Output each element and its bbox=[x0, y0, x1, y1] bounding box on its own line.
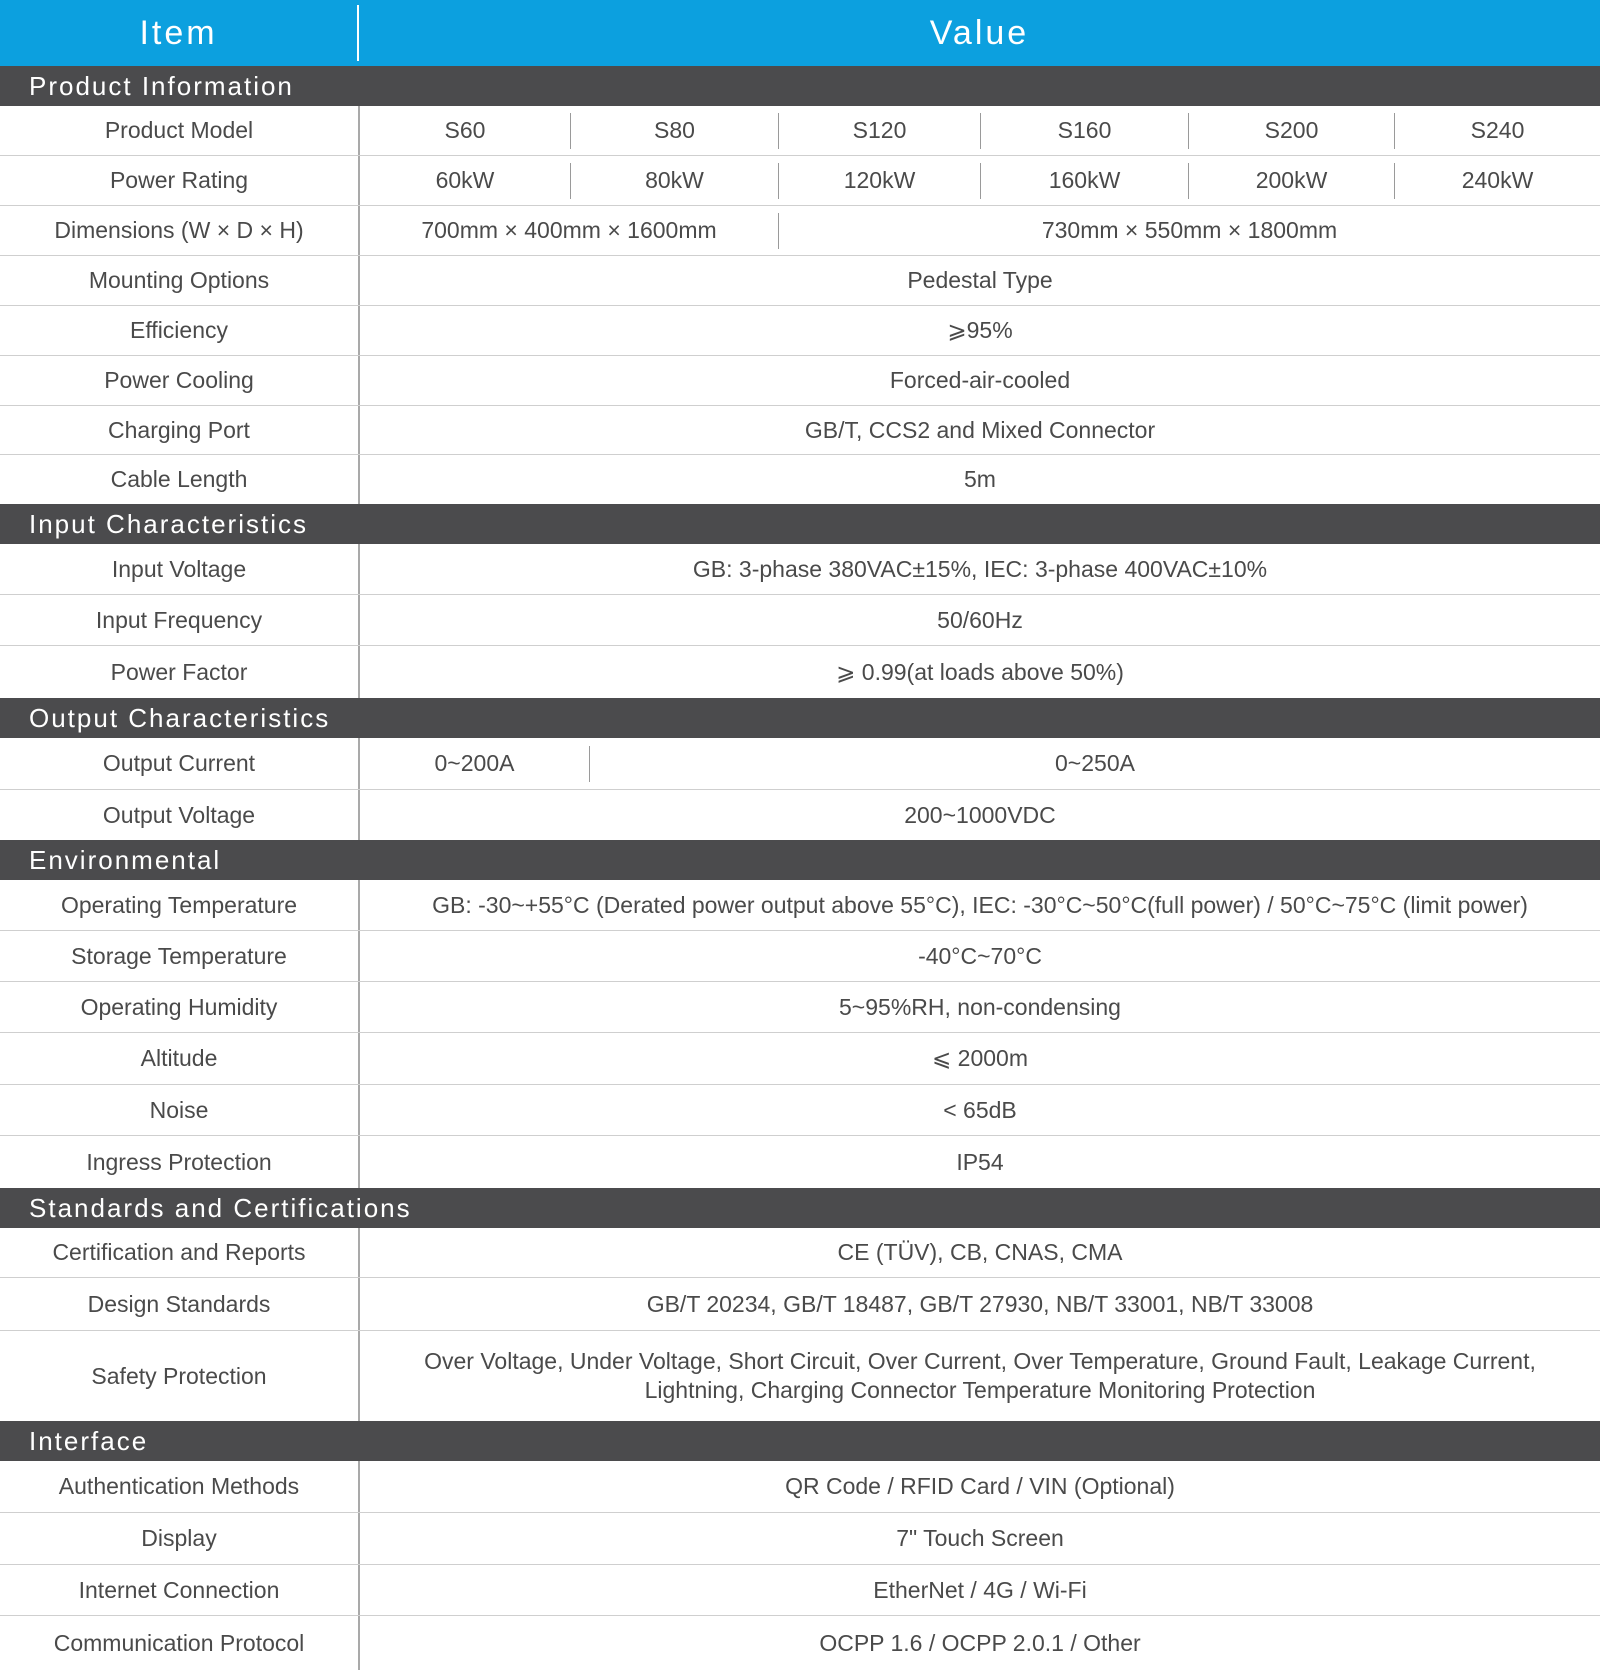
row-label: Display bbox=[0, 1513, 360, 1564]
section-output-characteristics: Output Characteristics bbox=[0, 698, 1600, 738]
row-value: 200~1000VDC bbox=[904, 801, 1056, 828]
row-output-current bbox=[0, 738, 1600, 790]
row-storage-temperature bbox=[0, 931, 1600, 982]
row-value: GB/T, CCS2 and Mixed Connector bbox=[804, 416, 1156, 443]
power-rating-cell: 240kW bbox=[1394, 163, 1600, 199]
row-label: Input Frequency bbox=[0, 595, 360, 645]
row-value: QR Code / RFID Card / VIN (Optional) bbox=[785, 1473, 1175, 1499]
row-product-model bbox=[0, 106, 1600, 156]
row-label: Power Cooling bbox=[0, 356, 360, 405]
dimension-cells bbox=[360, 206, 1600, 255]
section-input-characteristics: Input Characteristics bbox=[0, 504, 1600, 544]
row-ingress-protection bbox=[0, 1136, 1600, 1188]
row-value: Pedestal Type bbox=[907, 267, 1053, 293]
row-label: Power Rating bbox=[0, 156, 360, 205]
row-communication-protocol bbox=[0, 1616, 1600, 1670]
row-noise bbox=[0, 1085, 1600, 1136]
row-value: Forced-air-cooled bbox=[889, 367, 1071, 393]
row-value: Over Voltage, Under Voltage, Short Circuit, Over Current, Over Temperature, Ground Fault, Leakage Current, Lightning, Charging Connector Temperature Monitoring Protection bbox=[424, 1348, 1536, 1403]
row-mounting-options bbox=[0, 256, 1600, 306]
power-rating-cell: 60kW bbox=[435, 167, 495, 193]
row-value: OCPP 1.6 / OCPP 2.0.1 / Other bbox=[819, 1629, 1141, 1656]
row-internet-connection bbox=[0, 1565, 1600, 1616]
row-label: Operating Temperature bbox=[0, 880, 360, 930]
power-rating-cell: 80kW bbox=[570, 163, 778, 199]
row-label: Cable Length bbox=[0, 455, 360, 504]
row-cable-length bbox=[0, 455, 1600, 504]
row-value: CE (TÜV), CB, CNAS, CMA bbox=[837, 1239, 1123, 1265]
row-charging-port bbox=[0, 406, 1600, 455]
row-label: Internet Connection bbox=[0, 1565, 360, 1615]
row-value: 7" Touch Screen bbox=[896, 1525, 1064, 1551]
row-value: GB/T 20234, GB/T 18487, GB/T 27930, NB/T 33001, NB/T 33008 bbox=[646, 1290, 1314, 1317]
row-label: Input Voltage bbox=[0, 544, 360, 594]
row-label: Safety Protection bbox=[0, 1331, 360, 1421]
row-label: Authentication Methods bbox=[0, 1461, 360, 1512]
row-safety-protection bbox=[0, 1331, 1600, 1421]
output-current-cells bbox=[360, 738, 1600, 789]
row-display bbox=[0, 1513, 1600, 1565]
row-design-standards bbox=[0, 1278, 1600, 1331]
row-value: ⩽ 2000m bbox=[932, 1045, 1028, 1071]
row-label: Operating Humidity bbox=[0, 982, 360, 1032]
row-label: Charging Port bbox=[0, 406, 360, 454]
row-label: Storage Temperature bbox=[0, 931, 360, 981]
row-label: Mounting Options bbox=[0, 256, 360, 305]
output-current-cell: 0~200A bbox=[434, 750, 515, 776]
row-label: Certification and Reports bbox=[0, 1228, 360, 1277]
row-value: GB: 3-phase 380VAC±15%, IEC: 3-phase 400VAC±10% bbox=[692, 555, 1268, 582]
section-interface: Interface bbox=[0, 1421, 1600, 1461]
row-power-cooling bbox=[0, 356, 1600, 406]
power-rating-cell: 200kW bbox=[1188, 163, 1394, 199]
row-value: -40°C~70°C bbox=[918, 942, 1042, 969]
power-rating-cell: 120kW bbox=[778, 163, 980, 199]
power-rating-cells bbox=[360, 156, 1600, 205]
model-cell: S240 bbox=[1394, 113, 1600, 149]
item-column-header: Item bbox=[0, 5, 359, 61]
row-label: Power Factor bbox=[0, 646, 360, 698]
row-value: 5~95%RH, non-condensing bbox=[839, 993, 1121, 1020]
output-current-cell: 0~250A bbox=[589, 746, 1600, 782]
model-cell: S200 bbox=[1188, 113, 1394, 149]
model-cell: S160 bbox=[980, 113, 1188, 149]
row-efficiency bbox=[0, 306, 1600, 356]
row-input-voltage bbox=[0, 544, 1600, 595]
row-label: Design Standards bbox=[0, 1278, 360, 1330]
row-label: Altitude bbox=[0, 1033, 360, 1084]
row-output-voltage bbox=[0, 790, 1600, 840]
row-dimensions bbox=[0, 206, 1600, 256]
row-value: IP54 bbox=[956, 1148, 1004, 1175]
row-power-factor bbox=[0, 646, 1600, 698]
dimension-cell: 730mm × 550mm × 1800mm bbox=[778, 213, 1600, 249]
section-environmental: Environmental bbox=[0, 840, 1600, 880]
row-value: 50/60Hz bbox=[937, 606, 1023, 633]
row-label: Efficiency bbox=[0, 306, 360, 355]
row-value: GB: -30~+55°C (Derated power output above 55°C), IEC: -30°C~50°C(full power) / 50°C~75°C (limit power) bbox=[432, 891, 1528, 918]
table-header bbox=[0, 0, 1600, 66]
row-value: EtherNet / 4G / Wi-Fi bbox=[873, 1576, 1087, 1603]
row-authentication-methods bbox=[0, 1461, 1600, 1513]
row-altitude bbox=[0, 1033, 1600, 1085]
row-value: ⩾ 0.99(at loads above 50%) bbox=[836, 658, 1124, 685]
dimension-cell: 700mm × 400mm × 1600mm bbox=[421, 217, 717, 243]
row-label: Dimensions (W × D × H) bbox=[0, 206, 360, 255]
row-label: Output Voltage bbox=[0, 790, 360, 840]
row-operating-humidity bbox=[0, 982, 1600, 1033]
row-label: Ingress Protection bbox=[0, 1136, 360, 1188]
row-certification-and-reports bbox=[0, 1228, 1600, 1278]
model-cell: S120 bbox=[778, 113, 980, 149]
section-product-information: Product Information bbox=[0, 66, 1600, 106]
power-rating-cell: 160kW bbox=[980, 163, 1188, 199]
model-cell: S80 bbox=[570, 113, 778, 149]
row-label: Output Current bbox=[0, 738, 360, 789]
row-label: Product Model bbox=[0, 106, 360, 155]
model-cell: S60 bbox=[444, 117, 486, 143]
row-value: ⩾95% bbox=[947, 317, 1013, 343]
row-input-frequency bbox=[0, 595, 1600, 646]
row-value: < 65dB bbox=[943, 1096, 1017, 1123]
model-cells bbox=[360, 106, 1600, 155]
row-operating-temperature bbox=[0, 880, 1600, 931]
row-power-rating bbox=[0, 156, 1600, 206]
section-standards-and-certifications: Standards and Certifications bbox=[0, 1188, 1600, 1228]
row-label: Communication Protocol bbox=[0, 1616, 360, 1670]
value-column-header: Value bbox=[929, 13, 1030, 52]
row-value: 5m bbox=[964, 466, 996, 492]
row-label: Noise bbox=[0, 1085, 360, 1135]
